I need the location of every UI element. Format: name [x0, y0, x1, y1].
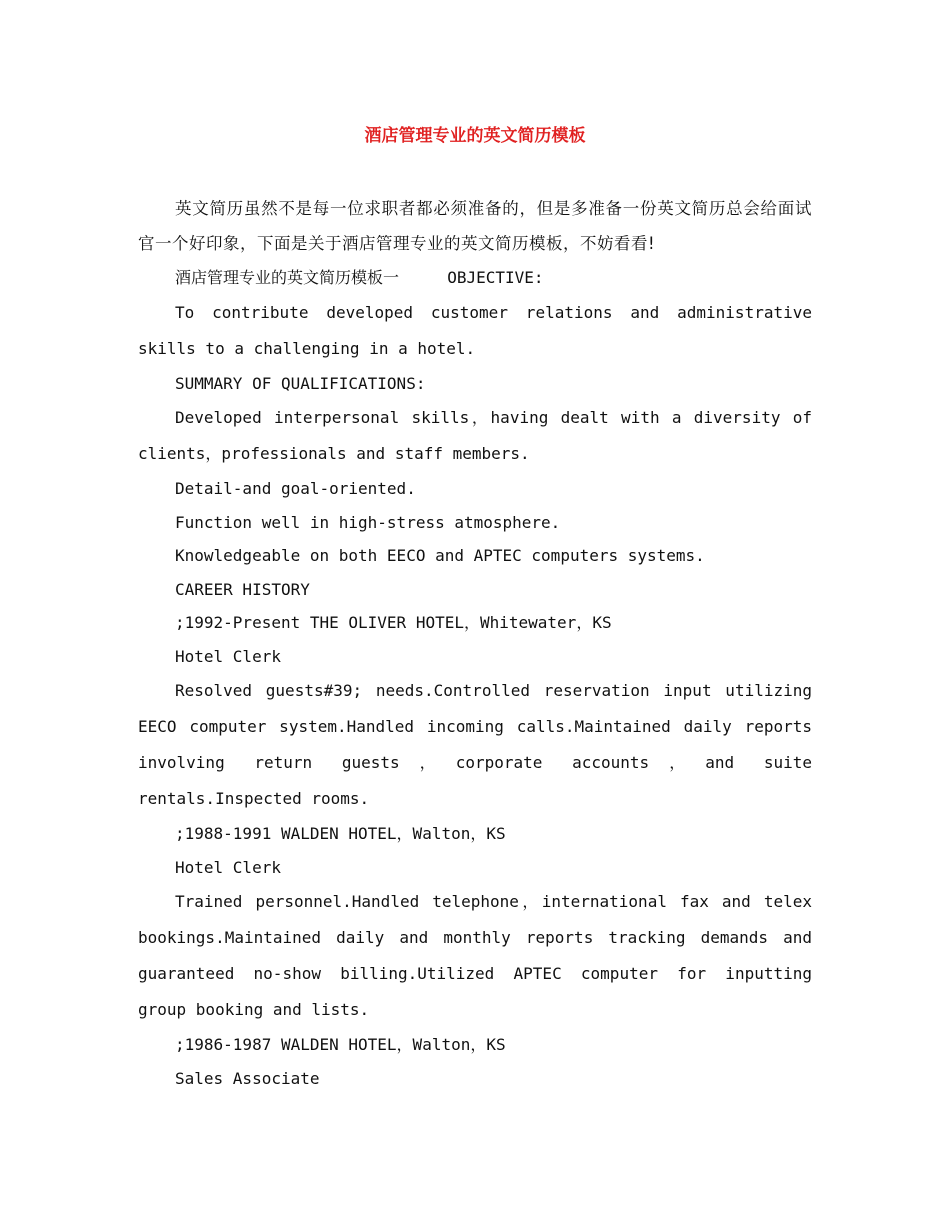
summary-item: Detail-and goal-oriented. [175, 479, 416, 498]
template-heading-line [138, 261, 812, 295]
job-description: Trained personnel.Handled telephone，international fax and telex bookings.Maintained daily and monthly reports tracking demands and guaranteed no-show billing.Utilized APTEC computer for inputting group booking and lists. [138, 892, 812, 1019]
objective-label: OBJECTIVE: [447, 268, 544, 287]
template-heading: 酒店管理专业的英文简历模板一 [175, 268, 400, 287]
heading-gap [399, 268, 447, 287]
summary-item: Function well in high-stress atmosphere. [175, 512, 561, 532]
job-position: Sales Associate [175, 1068, 320, 1088]
job-position: Hotel Clerk [175, 646, 281, 666]
document-body [138, 191, 812, 1095]
job-period-employer: ;1986-1987 WALDEN HOTEL，Walton，KS [175, 1035, 506, 1054]
objective-text: To contribute developed customer relations and administrative skills to a challenging in a hotel. [138, 302, 812, 358]
summary-item: Developed interpersonal skills，having dealt with a diversity of clients，professionals and staff members. [138, 408, 812, 463]
intro-paragraph: 英文简历虽然不是每一位求职者都必须准备的，但是多准备一份英文简历总会给面试官一个好印象，下面是关于酒店管理专业的英文简历模板，不妨看看! [138, 199, 812, 253]
job-period-employer: ;1988-1991 WALDEN HOTEL，Walton，KS [175, 824, 506, 843]
job-period-employer: ;1992-Present THE OLIVER HOTEL，Whitewater，KS [175, 613, 612, 632]
document-title: 酒店管理专业的英文简历模板 [364, 126, 586, 146]
summary-heading: SUMMARY OF QUALIFICATIONS: [175, 373, 426, 393]
summary-item: Knowledgeable on both EECO and APTEC computers systems. [175, 546, 705, 565]
job-position: Hotel Clerk [175, 857, 281, 877]
career-heading: CAREER HISTORY [175, 579, 310, 599]
job-description: Resolved guests#39; needs.Controlled reservation input utilizing EECO computer system.Handled incoming calls.Maintained daily reports involving return guests，corporate accounts，and suite rentals.Inspected rooms. [138, 681, 812, 808]
